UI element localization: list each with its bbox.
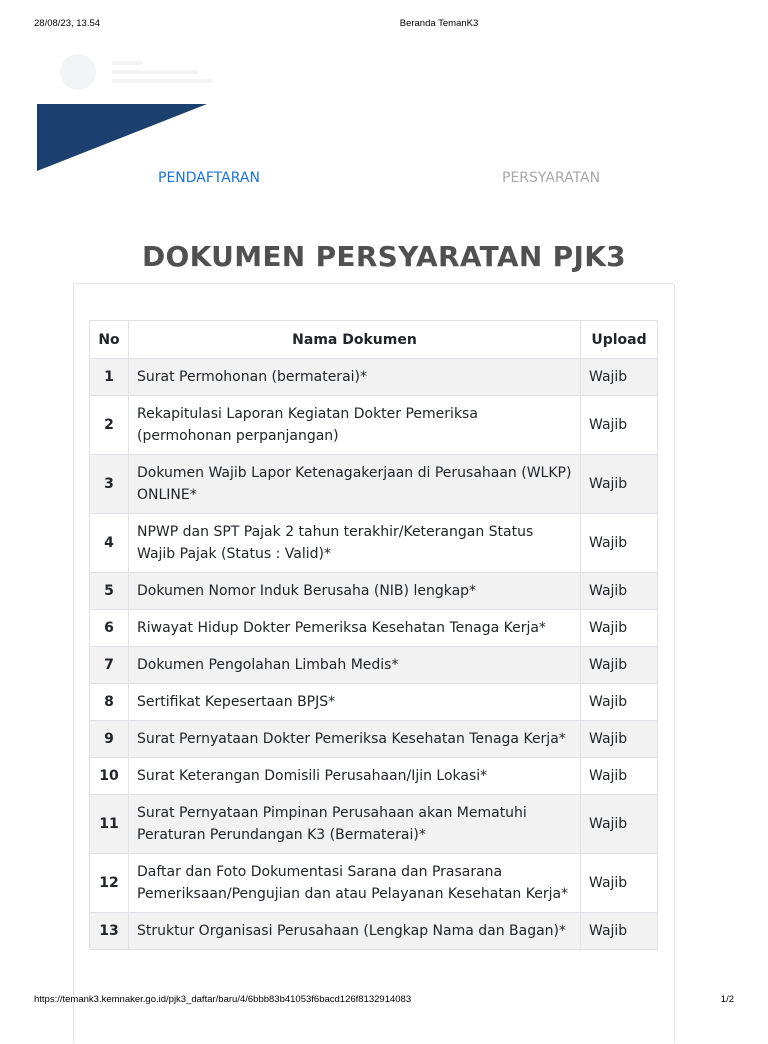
upload-status: Wajib xyxy=(581,854,658,913)
row-number: 4 xyxy=(90,514,129,573)
print-page-title: Beranda TemanK3 xyxy=(399,18,479,29)
document-name: Daftar dan Foto Dokumentasi Sarana dan Prasarana Pemeriksaan/Pengujian dan atau Pelayanan Kesehatan Kerja* xyxy=(129,854,581,913)
page-title: DOKUMEN PERSYARATAN PJK3 xyxy=(142,240,626,273)
column-header-upload: Upload xyxy=(581,321,658,359)
row-number: 7 xyxy=(90,647,129,684)
table-row xyxy=(90,573,658,610)
row-number: 8 xyxy=(90,684,129,721)
table-row xyxy=(90,647,658,684)
upload-status: Wajib xyxy=(581,647,658,684)
tab-pendaftaran[interactable]: PENDAFTARAN xyxy=(158,170,260,186)
upload-status: Wajib xyxy=(581,359,658,396)
document-name: Dokumen Nomor Induk Berusaha (NIB) lengkap* xyxy=(129,573,581,610)
table-row xyxy=(90,514,658,573)
document-name: Dokumen Wajib Lapor Ketenagakerjaan di Perusahaan (WLKP) ONLINE* xyxy=(129,455,581,514)
print-page-number: 1/2 xyxy=(720,994,734,1005)
row-number: 6 xyxy=(90,610,129,647)
header-banner xyxy=(37,104,207,171)
logo-emblem-icon xyxy=(60,54,96,90)
document-name: Surat Permohonan (bermaterai)* xyxy=(129,359,581,396)
print-header xyxy=(0,18,768,30)
document-name: Riwayat Hidup Dokter Pemeriksa Kesehatan Tenaga Kerja* xyxy=(129,610,581,647)
banner-shape xyxy=(37,104,207,171)
row-number: 10 xyxy=(90,758,129,795)
print-footer xyxy=(0,994,768,1006)
logo xyxy=(60,52,215,94)
document-name: Struktur Organisasi Perusahaan (Lengkap Nama dan Bagan)* xyxy=(129,913,581,950)
table-header-row xyxy=(90,321,658,359)
table-row xyxy=(90,758,658,795)
upload-status: Wajib xyxy=(581,721,658,758)
upload-status: Wajib xyxy=(581,514,658,573)
row-number: 11 xyxy=(90,795,129,854)
document-name: Surat Keterangan Domisili Perusahaan/Ijin Lokasi* xyxy=(129,758,581,795)
column-header-no: No xyxy=(90,321,129,359)
table-row xyxy=(90,610,658,647)
document-name: Surat Pernyataan Pimpinan Perusahaan akan Mematuhi Peraturan Perundangan K3 (Bermaterai)* xyxy=(129,795,581,854)
table-row xyxy=(90,684,658,721)
print-datetime: 28/08/23, 13.54 xyxy=(34,18,101,29)
upload-status: Wajib xyxy=(581,758,658,795)
table-row xyxy=(90,913,658,950)
table-row xyxy=(90,721,658,758)
upload-status: Wajib xyxy=(581,396,658,455)
tab-persyaratan[interactable]: PERSYARATAN xyxy=(502,170,601,186)
table-row xyxy=(90,396,658,455)
document-name: Surat Pernyataan Dokter Pemeriksa Kesehatan Tenaga Kerja* xyxy=(129,721,581,758)
upload-status: Wajib xyxy=(581,455,658,514)
row-number: 3 xyxy=(90,455,129,514)
upload-status: Wajib xyxy=(581,573,658,610)
print-url: https://temank3.kemnaker.go.id/pjk3_daftar/baru/4/6bbb83b41053f6bacd126f8132914083 xyxy=(34,994,412,1005)
row-number: 2 xyxy=(90,396,129,455)
row-number: 1 xyxy=(90,359,129,396)
row-number: 9 xyxy=(90,721,129,758)
row-number: 13 xyxy=(90,913,129,950)
upload-status: Wajib xyxy=(581,610,658,647)
row-number: 12 xyxy=(90,854,129,913)
document-name: NPWP dan SPT Pajak 2 tahun terakhir/Keterangan Status Wajib Pajak (Status : Valid)* xyxy=(129,514,581,573)
documents-table xyxy=(89,320,658,950)
table-row xyxy=(90,795,658,854)
document-name: Rekapitulasi Laporan Kegiatan Dokter Pemeriksa (permohonan perpanjangan) xyxy=(129,396,581,455)
upload-status: Wajib xyxy=(581,913,658,950)
document-name: Sertifikat Kepesertaan BPJS* xyxy=(129,684,581,721)
column-header-name: Nama Dokumen xyxy=(129,321,581,359)
row-number: 5 xyxy=(90,573,129,610)
upload-status: Wajib xyxy=(581,684,658,721)
table-row xyxy=(90,854,658,913)
document-name: Dokumen Pengolahan Limbah Medis* xyxy=(129,647,581,684)
upload-status: Wajib xyxy=(581,795,658,854)
table-row xyxy=(90,359,658,396)
table-row xyxy=(90,455,658,514)
